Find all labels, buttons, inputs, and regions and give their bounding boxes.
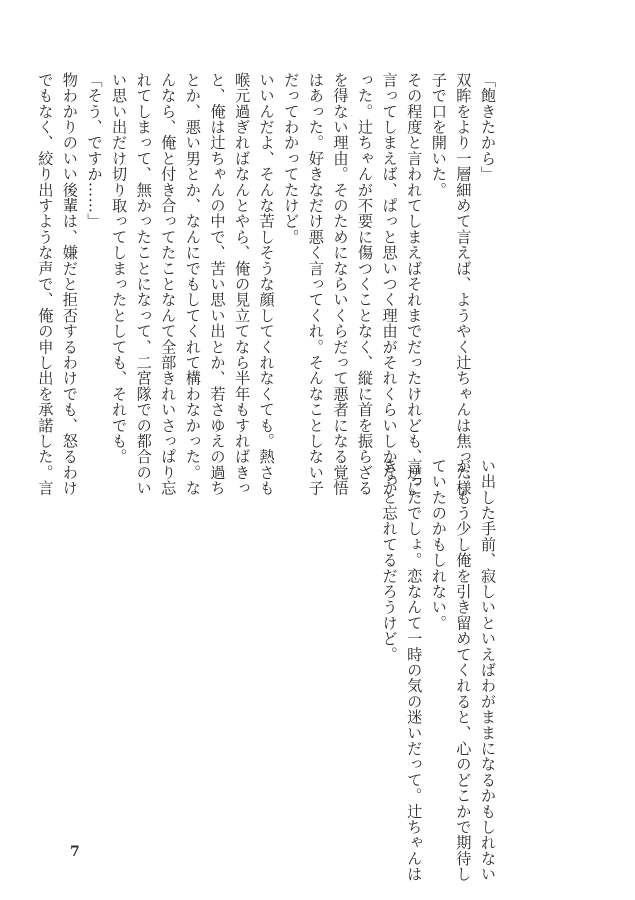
text-line: だってわかってたけど。: [282, 72, 301, 245]
text-line: ていたのかもしれない。: [429, 458, 448, 631]
text-line: とか、悪い男とか、なんにでもしてくれて構わなかった。な: [183, 72, 202, 496]
text-line: その程度と言われてしまえばそれまでだったけれども、逆に: [405, 72, 424, 496]
upper-text-block: [33, 72, 500, 496]
text-line: い出した手前、寂しいといえばわがままになるかもしれない: [479, 458, 497, 882]
text-line: 双眸をより一層細めて言えば、ようやく辻ちゃんは焦った様: [454, 72, 473, 496]
text-line: んなら、俺と付き合ってたことなんて全部きれいさっぱり忘: [159, 72, 178, 496]
text-line: 物わかりのいい後輩は、嫌だと拒否するわけでも、怒るわけ: [60, 72, 79, 496]
text-line: った。辻ちゃんが不要に傷つくことなく、縦に首を振らざる: [356, 72, 375, 496]
text-line: はあった。好きなだけ悪く言ってくれ。そんなことしない子: [306, 72, 325, 496]
text-line: れてしまって、無かったことになって、二宮隊での都合のい: [134, 72, 153, 496]
page-number: 7: [70, 844, 80, 860]
text-line: 「そう、ですか……」: [85, 72, 104, 229]
lower-text-block: [377, 458, 500, 882]
text-line: と、俺は辻ちゃんの中で、苦い思い出とか、若さゆえの過ち: [208, 72, 227, 496]
text-line: 言ってしまえば、ぱっと思いつく理由がそれくらいしかなか: [380, 72, 399, 496]
text-line: 言ったでしょ。恋なんて一時の気の迷いだって。辻ちゃんは: [405, 458, 424, 882]
text-line: を得ない理由。そのためにならいくらだって悪者になる覚悟: [331, 72, 350, 496]
text-line: 子で口を開いた。: [429, 72, 448, 198]
text-line: 「飽きたから」: [479, 72, 497, 182]
text-line: きっと忘れてるだろうけど。: [380, 458, 399, 663]
text-line: が、もう少し俺を引き留めてくれると、心のどこかで期待し: [454, 458, 473, 882]
text-line: いいんだよ、そんな苦しそうな顔してくれなくても。熱さも: [257, 72, 276, 496]
text-line: でもなく、絞り出すような声で、俺の申し出を承諾した。言: [36, 72, 55, 496]
text-line: 喉元過ぎればなんとやら、俺の見立てなら半年もすればきっ: [233, 72, 252, 496]
text-line: い思い出だけ切り取ってしまったとしても、それでも。: [110, 72, 129, 465]
